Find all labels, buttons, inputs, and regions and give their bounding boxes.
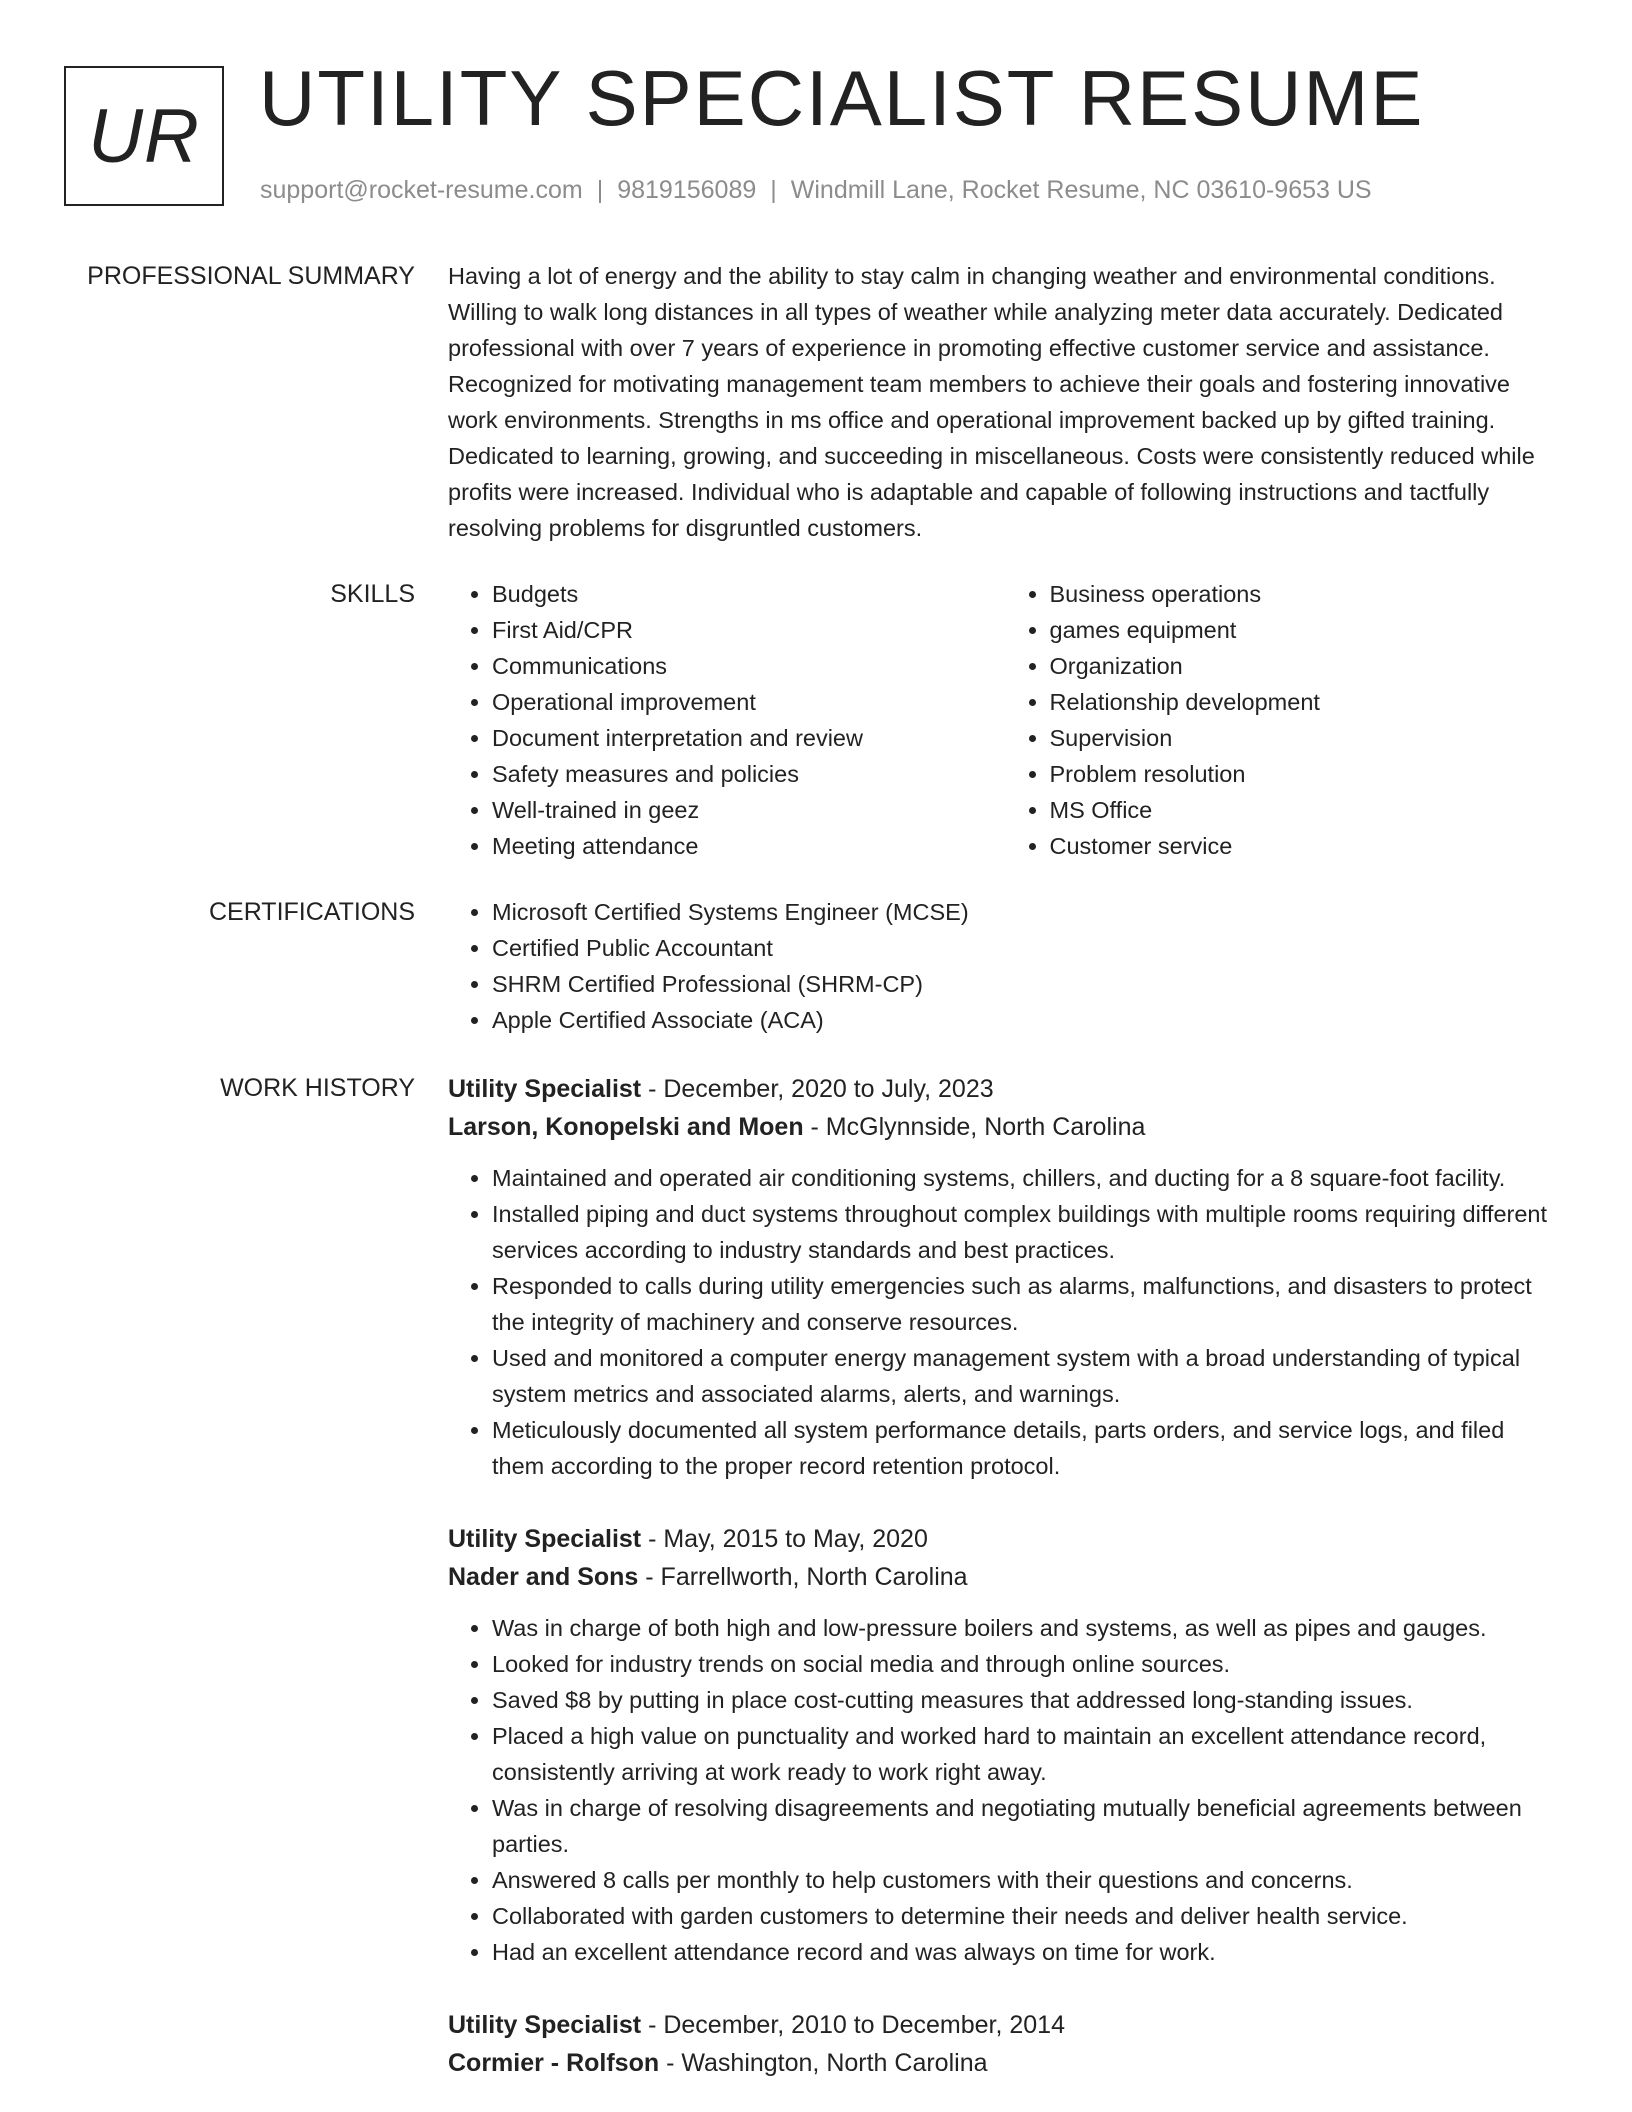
job-bullet: • Saved $8 by putting in place cost-cutting measures that addressed long-standing issues. (492, 1682, 1563, 1718)
skill-item: • Relationship development (1050, 684, 1564, 720)
skills-section (0, 576, 1632, 864)
skill-item: • Meeting attendance (492, 828, 1006, 864)
job-location: - Washington, North Carolina (659, 2049, 988, 2077)
job-company: Nader and Sons (448, 1563, 639, 1591)
skill-item: • Communications (492, 648, 1006, 684)
job-bullet: • Looked for industry trends on social media and through online sources. (492, 1646, 1563, 1682)
job-bullets (448, 1610, 1563, 1970)
job-bullet: • Responded to calls during utility emergencies such as alarms, malfunctions, and disasters to protect the integrity of machinery and conserve resources. (492, 1268, 1563, 1340)
job-company-line (448, 1108, 1563, 1146)
contact-separator: | (596, 176, 604, 204)
job-title: Utility Specialist (448, 1075, 642, 1103)
certification-item: • Certified Public Accountant (492, 930, 1563, 966)
job-bullet: • Had an excellent attendance record and was always on time for work. (492, 1934, 1563, 1970)
skill-item: • Problem resolution (1050, 756, 1564, 792)
summary-body (448, 258, 1563, 546)
job-company: Cormier - Rolfson (448, 2049, 660, 2077)
job-company-line (448, 1558, 1563, 1596)
resume-content (0, 258, 1632, 2082)
job-bullet: • Used and monitored a computer energy management system with a broad understanding of typical system metrics and associated alarms, alerts, and warnings. (492, 1340, 1563, 1412)
skill-item: • Well-trained in geez (492, 792, 1006, 828)
job-entry (448, 1070, 1563, 1484)
job-dates: - May, 2015 to May, 2020 (641, 1525, 928, 1553)
job-title: Utility Specialist (448, 1525, 642, 1553)
job-bullet: • Placed a high value on punctuality and worked hard to maintain an excellent attendance record, consistently arriving at work ready to work right away. (492, 1718, 1563, 1790)
summary-text: Having a lot of energy and the ability to stay calm in changing weather and environmental conditions. Willing to walk long distances in all types of weather while analyzing meter data accurately. Dedicated professional with over 7 years of experience in promoting effective customer service and assistance. Recognized for motivating management team members to achieve their goals and fostering innovative work environments. Strengths in ms office and operational improvement backed up by gifted training. Dedicated to learning, growing, and succeeding in miscellaneous. Costs were consistently reduced while profits were increased. Individual who is adaptable and capable of following instructions and tactfully resolving problems for disgruntled customers. (448, 263, 1535, 541)
job-bullets (448, 1160, 1563, 1484)
section-label-work-history: WORK HISTORY (220, 1074, 415, 1102)
job-dates: - December, 2020 to July, 2023 (641, 1075, 994, 1103)
job-bullet: • Was in charge of both high and low-pressure boilers and systems, as well as pipes and gauges. (492, 1610, 1563, 1646)
certification-item: • SHRM Certified Professional (SHRM-CP) (492, 966, 1563, 1002)
contact-line (260, 176, 1372, 205)
work-history-body (448, 1070, 1563, 2082)
skill-item: • Organization (1050, 648, 1564, 684)
summary-section (0, 258, 1632, 546)
job-bullet: • Installed piping and duct systems throughout complex buildings with multiple rooms requiring different services according to industry standards and best practices. (492, 1196, 1563, 1268)
job-location: - McGlynnside, North Carolina (803, 1113, 1146, 1141)
skill-item: • MS Office (1050, 792, 1564, 828)
contact-address: Windmill Lane, Rocket Resume, NC 03610-9653 US (790, 176, 1372, 204)
job-dates: - December, 2010 to December, 2014 (641, 2011, 1065, 2039)
job-company: Larson, Konopelski and Moen (448, 1113, 804, 1141)
skills-body (448, 576, 1563, 864)
job-location: - Farrellworth, North Carolina (638, 1563, 968, 1591)
job-bullet: • Was in charge of resolving disagreements and negotiating mutually beneficial agreements between parties. (492, 1790, 1563, 1862)
skills-list-left (448, 576, 1006, 864)
job-bullet: • Collaborated with garden customers to determine their needs and deliver health service. (492, 1898, 1563, 1934)
certification-item: • Microsoft Certified Systems Engineer (MCSE) (492, 894, 1563, 930)
skill-item: • Customer service (1050, 828, 1564, 864)
resume-title: UTILITY SPECIALIST RESUME (259, 54, 1425, 142)
certifications-list (448, 894, 1563, 1038)
section-label-summary: PROFESSIONAL SUMMARY (87, 262, 415, 290)
skill-item: • Operational improvement (492, 684, 1006, 720)
job-bullet: • Meticulously documented all system performance details, parts orders, and service logs, and filed them according to the proper record retention protocol. (492, 1412, 1563, 1484)
job-entry (448, 2006, 1563, 2082)
contact-separator: | (770, 176, 777, 204)
skills-list-right (1006, 576, 1564, 864)
skill-item: • Document interpretation and review (492, 720, 1006, 756)
certifications-body (448, 894, 1563, 1038)
section-label-certifications: CERTIFICATIONS (208, 898, 415, 926)
job-bullet: • Answered 8 calls per monthly to help customers with their questions and concerns. (492, 1862, 1563, 1898)
work-history-section (0, 1070, 1632, 2082)
job-title: Utility Specialist (448, 2011, 642, 2039)
job-title-line (448, 2006, 1563, 2044)
job-title-line (448, 1070, 1563, 1108)
skill-item: • First Aid/CPR (492, 612, 1006, 648)
skill-item: • Supervision (1050, 720, 1564, 756)
job-bullet: • Maintained and operated air conditioning systems, chillers, and ducting for a 8 square-foot facility. (492, 1160, 1563, 1196)
certification-item: • Apple Certified Associate (ACA) (492, 1002, 1563, 1038)
skill-item: • Business operations (1050, 576, 1564, 612)
certifications-section (0, 894, 1632, 1038)
section-label-skills: SKILLS (330, 580, 415, 608)
skill-item: • games equipment (1050, 612, 1564, 648)
contact-email: support@rocket-resume.com (260, 176, 583, 204)
job-company-line (448, 2044, 1563, 2082)
contact-phone: 9819156089 (617, 176, 757, 204)
monogram-box (64, 66, 224, 206)
skill-item: • Budgets (492, 576, 1006, 612)
job-title-line (448, 1520, 1563, 1558)
skill-item: • Safety measures and policies (492, 756, 1006, 792)
monogram-initials: UR (88, 93, 200, 179)
job-entry (448, 1520, 1563, 1970)
